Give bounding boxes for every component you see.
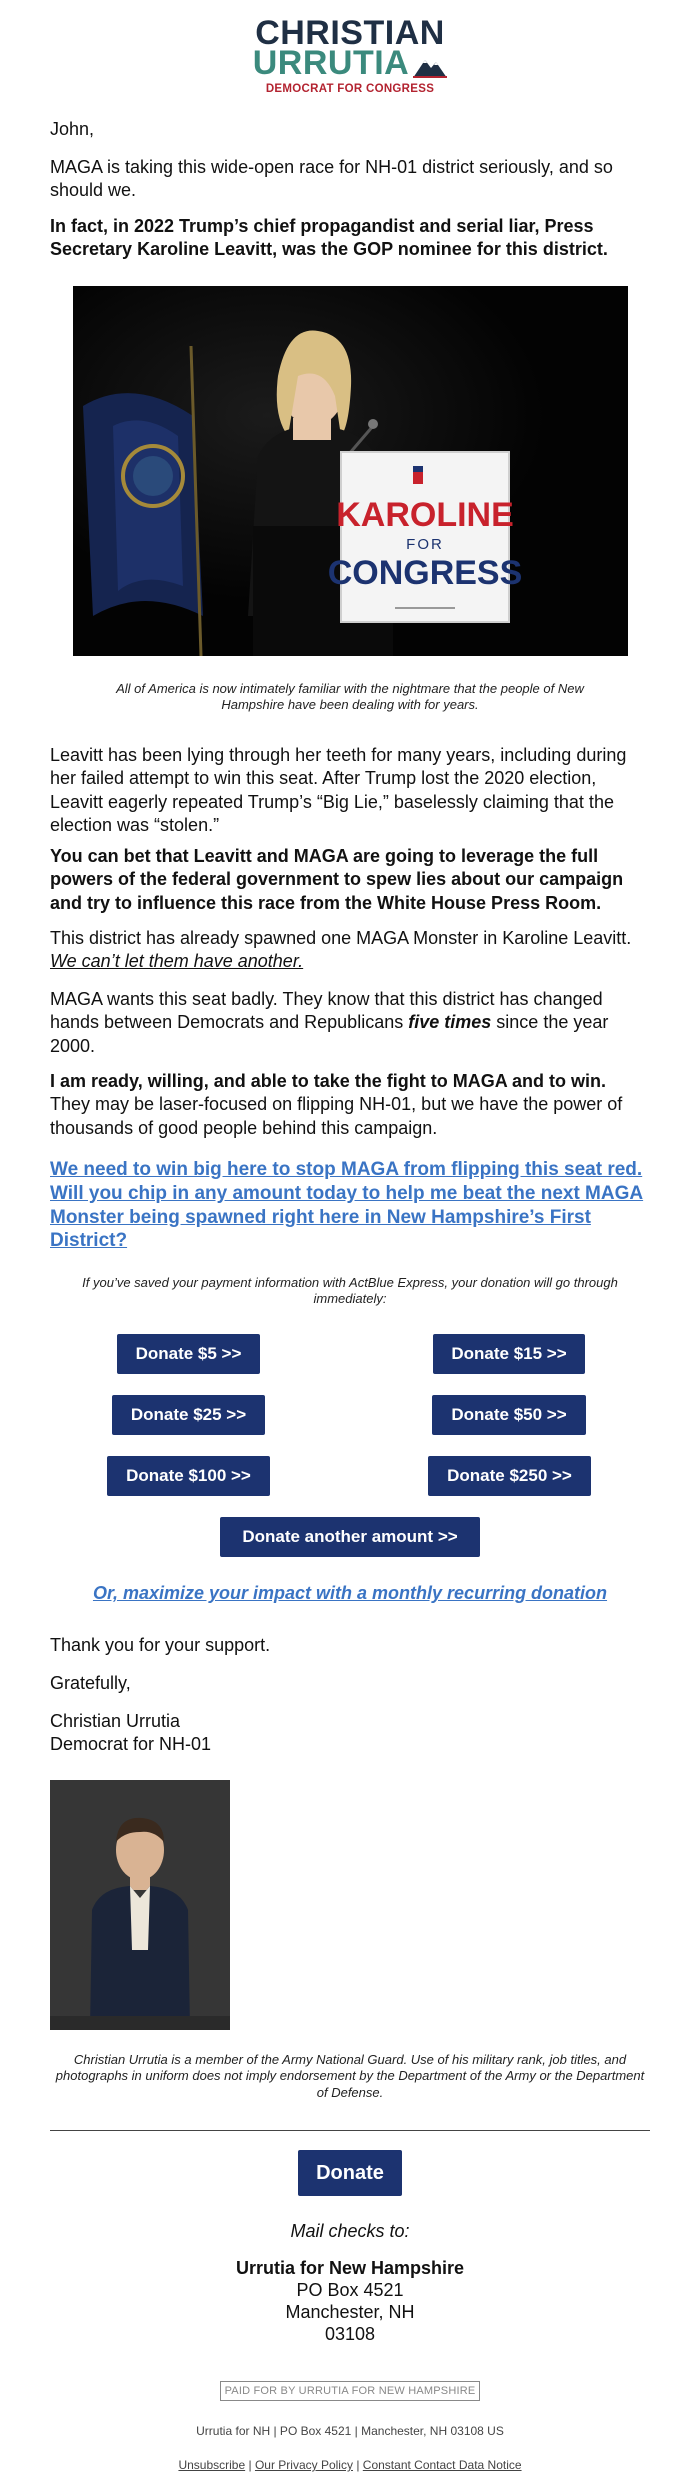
paragraph-7-text: They may be laser-focused on flipping NH-01, but we have the power of thousands of good people behind this campaign. [50,1094,623,1138]
signature-name: Christian Urrutia [50,1711,181,1731]
paragraph-5-text: This district has already spawned one MAGA Monster in Karoline Leavitt. [50,928,632,948]
mail-po-box: PO Box 4521 [296,2280,404,2300]
mail-city: Manchester, NH [285,2302,415,2322]
paragraph-6-after: since the year 2000. [50,1012,609,1056]
paragraph-5-emphasis: We can’t let them have another. [50,951,304,972]
donate-other-amount-button[interactable]: Donate another amount >> [220,1517,480,1557]
candidate-photo-art [50,1780,230,2030]
paragraph-7 [50,1070,650,1140]
footer-address: Urrutia for NH | PO Box 4521 | Manchester, NH 03108 US [196,2424,504,2438]
paragraph-6-emphasis: five times [408,1012,492,1033]
signature-title: Democrat for NH-01 [50,1734,212,1754]
paragraph-7-bold: I am ready, willing, and able to take the fight to MAGA and to win. [50,1071,607,1091]
paragraph-6-before: MAGA wants this seat badly. They know that this district has changed hands between Democrats and Republicans [50,989,603,1033]
footer-links [0,2458,700,2474]
gratefully-text: Gratefully, [50,1673,131,1693]
logo-first-name: CHRISTIAN [255,14,445,52]
donate-25-button[interactable]: Donate $25 >> [112,1395,265,1435]
logo-last-name: URRUTIA [252,44,410,82]
thanks-text: Thank you for your support. [50,1635,271,1655]
paragraph-2: In fact, in 2022 Trump’s chief propagandist and serial liar, Press Secretary Karoline Leavitt, was the GOP nominee for this district. [50,216,608,260]
mountain-icon [413,56,447,78]
footer-sep-1: | [248,2458,252,2472]
monthly-donation-link[interactable]: Or, maximize your impact with a monthly recurring donation [92,1583,608,1603]
sign-line-1: KAROLINE [336,496,514,534]
footer-sep-2: | [356,2458,360,2472]
paragraph-4: You can bet that Leavitt and MAGA are going to leverage the full powers of the federal government to spew lies about our campaign and try to influence this race from the White House Press Room. [50,846,624,913]
paragraph-6 [50,988,650,1058]
logo-last-name-row [252,44,447,82]
appeal-donate-link[interactable]: We need to win big here to stop MAGA from flipping this seat red. Will you chip in any amount today to help me beat the next MAGA Monster being spawned right here in New Hampshire’s First District? [50,1159,644,1252]
donate-250-button[interactable]: Donate $250 >> [428,1456,591,1496]
sign-line-2: FOR [406,536,444,553]
paid-for-box-wrap [0,2377,700,2401]
leavitt-photo [73,286,628,656]
photo-caption: All of America is now intimately familiar with the nightmare that the people of New Hampshire have been dealing with for years. [116,681,584,713]
privacy-policy-link[interactable]: Our Privacy Policy [254,2458,353,2472]
candidate-photo [50,1780,230,2030]
paragraph-1: MAGA is taking this wide-open race for NH-01 district seriously, and so should we. [50,157,613,201]
campaign-logo [0,14,700,97]
leavitt-photo-art [73,286,628,656]
paragraph-5 [50,927,650,974]
mail-zip: 03108 [324,2324,376,2344]
mail-org: Urrutia for New Hampshire [235,2258,465,2278]
greeting: John, [50,119,95,139]
donate-50-button[interactable]: Donate $50 >> [432,1395,586,1435]
donate-100-button[interactable]: Donate $100 >> [107,1456,270,1496]
footer-donate-button[interactable]: Donate [298,2150,402,2196]
paid-for-disclaimer: PAID FOR BY URRUTIA FOR NEW HAMPSHIRE [220,2381,481,2401]
donate-5-button[interactable]: Donate $5 >> [117,1334,260,1374]
guard-disclaimer: Christian Urrutia is a member of the Army National Guard. Use of his military rank, job titles, and photographs in uniform does not imply endorsement by the Department of the Army or the Department of Defense. [55,2052,645,2100]
footer-divider [50,2130,650,2131]
constant-contact-notice-link[interactable]: Constant Contact Data Notice [362,2458,522,2472]
donate-15-button[interactable]: Donate $15 >> [433,1334,585,1374]
paragraph-3: Leavitt has been lying through her teeth for many years, including during her failed attempt to win this seat. After Trump lost the 2020 election, Leavitt eagerly repeated Trump’s “Big Lie,” baselessly claiming that the election was “stolen.” [50,745,627,836]
logo-tagline: DEMOCRAT FOR CONGRESS [265,83,435,96]
actblue-note: If you’ve saved your payment information with ActBlue Express, your donation will go through immediately: [82,1275,618,1307]
unsubscribe-link[interactable]: Unsubscribe [178,2458,246,2472]
mail-checks-label: Mail checks to: [290,2221,410,2241]
sign-line-3: CONGRESS [327,554,523,592]
